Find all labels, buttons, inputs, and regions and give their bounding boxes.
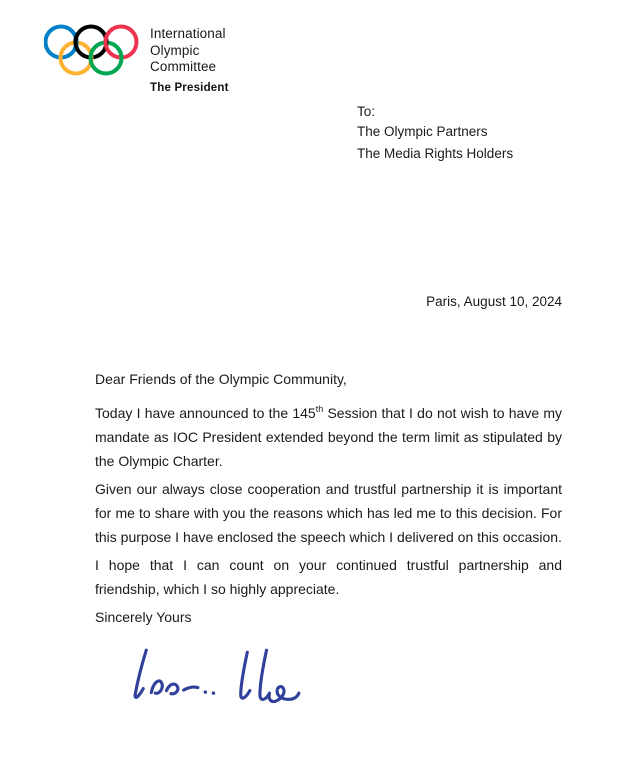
signature-stroke xyxy=(135,650,146,697)
signature-stroke xyxy=(260,687,299,702)
letter-body xyxy=(95,367,562,629)
sender-role: The President xyxy=(150,82,229,94)
recipient-label: To: xyxy=(357,104,376,119)
org-name xyxy=(150,26,226,76)
ring-black-arc-left xyxy=(75,35,76,48)
recipient-block xyxy=(357,102,513,164)
recipient-line-2: The Media Rights Holders xyxy=(357,146,514,161)
olympic-rings-icon xyxy=(44,24,139,77)
signature-stroke xyxy=(241,652,250,698)
paragraph-1-text: Today I have announced to the 145 xyxy=(95,405,316,421)
org-name-line1: International xyxy=(150,26,226,41)
paragraph-3: I hope that I can count on your continued trustful partnership and friendship, which I so highly appreciate. xyxy=(95,557,562,597)
signature-stroke xyxy=(166,684,177,694)
signature-stroke xyxy=(184,687,198,690)
salutation: Dear Friends of the Olympic Community, xyxy=(95,371,347,387)
closing: Sincerely Yours xyxy=(95,609,192,625)
signature-stroke xyxy=(151,681,162,693)
handwritten-signature xyxy=(122,645,314,718)
org-name-line3: Committee xyxy=(150,59,217,74)
paragraph-1-text-after: Session that I do not wish to have my mandate as IOC President extended beyond the term limit as stipulated by the Olympic Charter. xyxy=(95,405,562,469)
signature-stroke xyxy=(260,650,267,694)
ring-red-arc xyxy=(105,35,106,48)
recipient-line-1: The Olympic Partners xyxy=(357,123,488,139)
dateline: Paris, August 10, 2024 xyxy=(426,294,562,309)
paragraph-1 xyxy=(95,401,562,473)
org-name-line2: Olympic xyxy=(150,42,200,58)
signature-dot xyxy=(212,691,215,694)
ordinal-superscript: th xyxy=(315,404,324,414)
paragraph-2: Given our always close cooperation and trustful partnership it is important for me to share with you the reasons which has led me to this decision. For this purpose I have enclosed the speech which I delivered on this occasion. xyxy=(95,481,562,545)
signature-dot xyxy=(204,690,207,693)
